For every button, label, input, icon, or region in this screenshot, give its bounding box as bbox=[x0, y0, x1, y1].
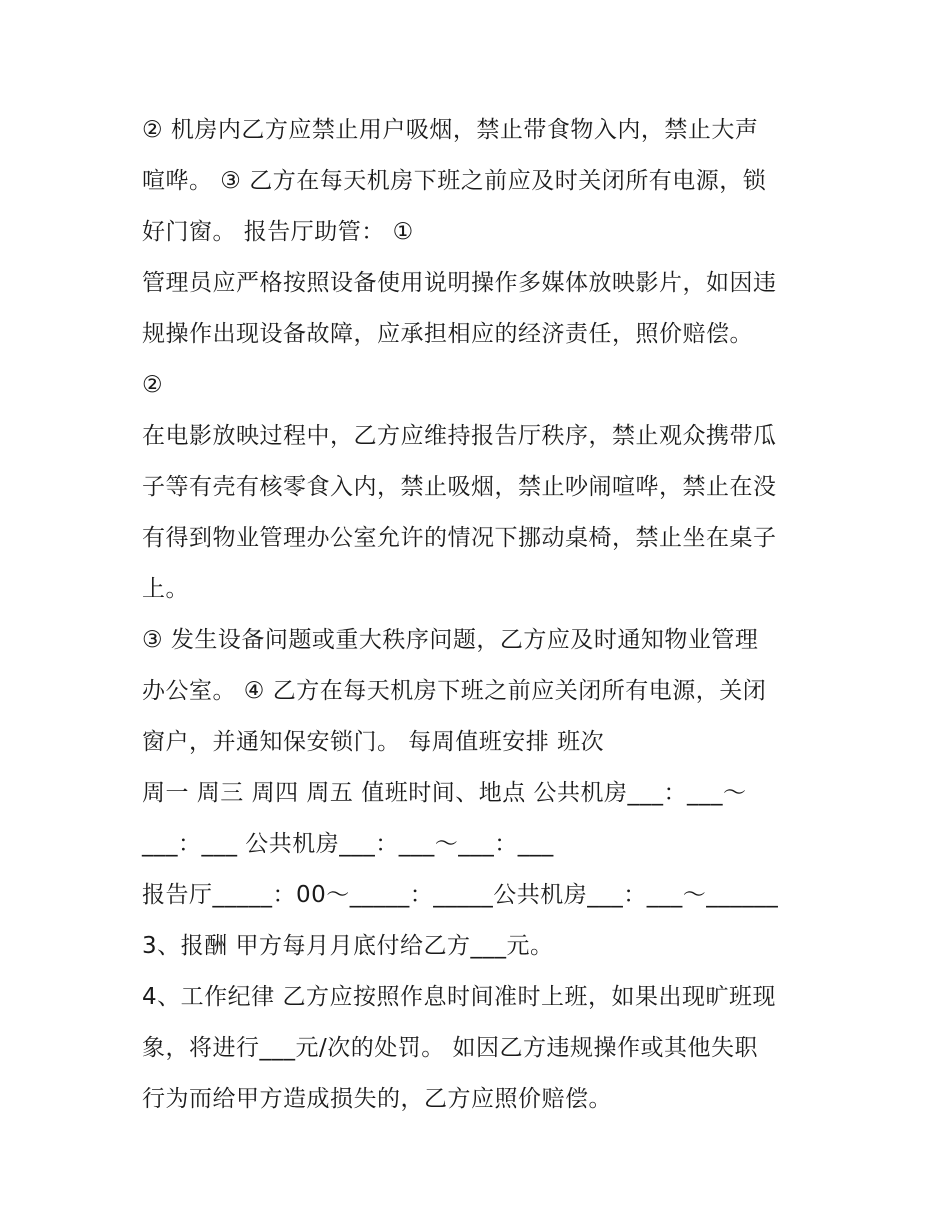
text-line: 好门窗。 报告厅助管： ① bbox=[142, 219, 414, 245]
text-line: 办公室。 ④ 乙方在每天机房下班之前应关闭所有电源，关闭 bbox=[142, 678, 767, 704]
text-line: 规操作出现设备故障，应承担相应的经济责任，照价赔偿。 bbox=[142, 321, 753, 347]
text-line: 4、工作纪律 乙方应按照作息时间准时上班，如果出现旷班现 bbox=[142, 984, 776, 1010]
document-body bbox=[142, 108, 822, 1128]
text-line: 有得到物业管理办公室允许的情况下挪动桌椅，禁止坐在桌子 bbox=[142, 525, 777, 551]
text-line: ___：___ 公共机房___：___～___：___ bbox=[142, 831, 554, 857]
text-line: 喧哗。 ③ 乙方在每天机房下班之前应及时关闭所有电源，锁 bbox=[142, 168, 767, 194]
text-line: 周一 周三 周四 周五 值班时间、地点 公共机房___：___～ bbox=[142, 780, 747, 806]
text-line: 象，将进行___元/次的处罚。 如因乙方违规操作或其他失职 bbox=[142, 1035, 759, 1061]
text-line: ③ 发生设备问题或重大秩序问题，乙方应及时通知物业管理 bbox=[142, 627, 759, 653]
text-line: ② 机房内乙方应禁止用户吸烟，禁止带食物入内，禁止大声 bbox=[142, 117, 759, 143]
text-line: 在电影放映过程中，乙方应维持报告厅秩序，禁止观众携带瓜 bbox=[142, 423, 777, 449]
text-line: 子等有壳有核零食入内，禁止吸烟，禁止吵闹喧哗，禁止在没 bbox=[142, 474, 777, 500]
text-line: ② bbox=[142, 372, 164, 398]
text-line: 管理员应严格按照设备使用说明操作多媒体放映影片，如因违 bbox=[142, 270, 777, 296]
text-line: 上。 bbox=[142, 576, 189, 602]
text-line: 3、报酬 甲方每月月底付给乙方___元。 bbox=[142, 933, 554, 959]
text-line: 报告厅_____：00～_____：_____公共机房___：___～______ bbox=[142, 882, 779, 908]
text-line: 行为而给甲方造成损失的，乙方应照价赔偿。 bbox=[142, 1086, 612, 1112]
text-line: 窗户，并通知保安锁门。 每周值班安排 班次 bbox=[142, 729, 605, 755]
